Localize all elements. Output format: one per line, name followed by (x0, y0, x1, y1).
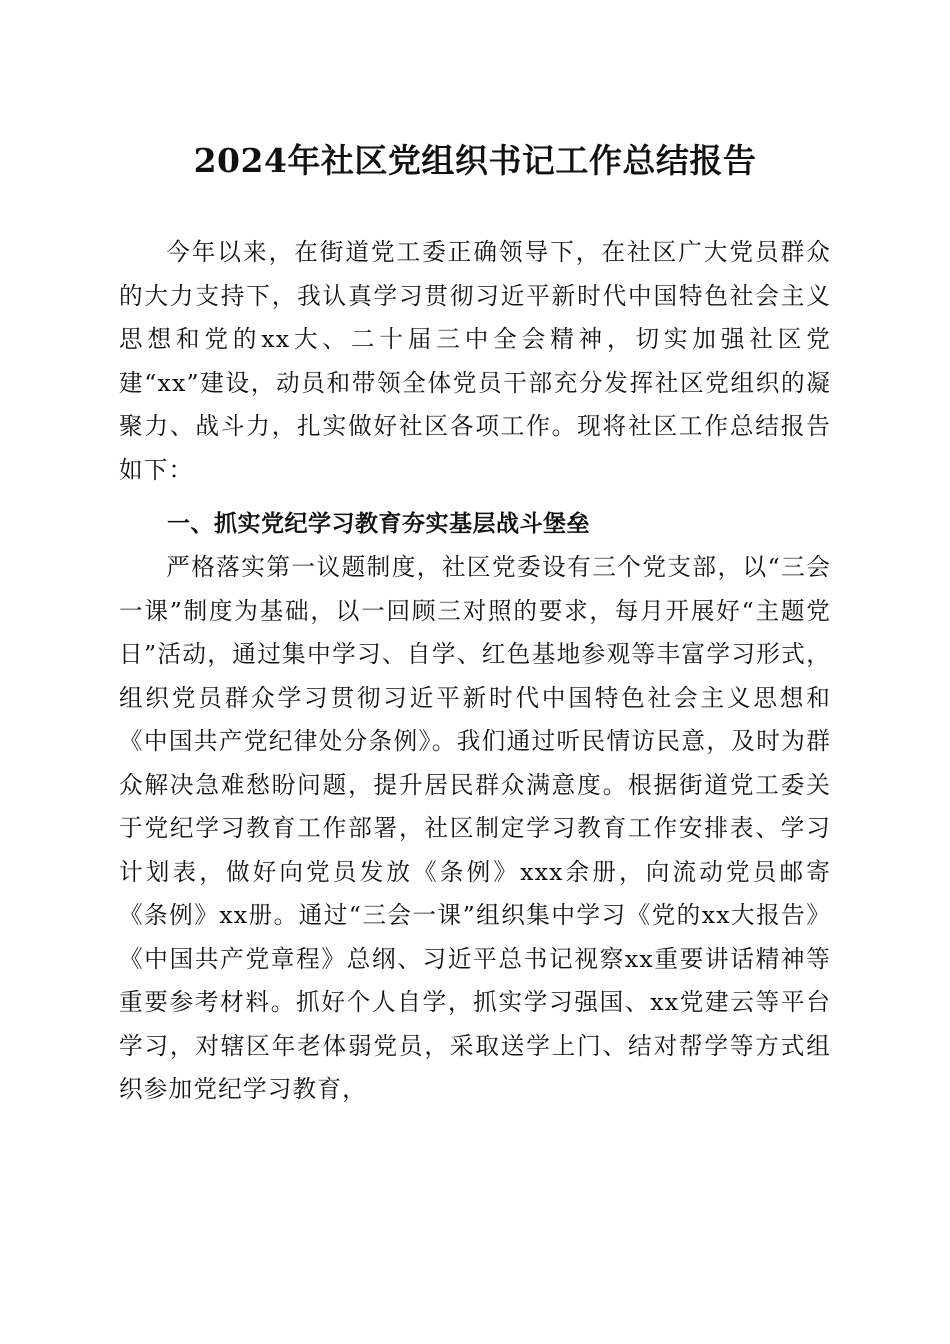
section-heading-1: 一、抓实党纪学习教育夯实基层战斗堡垒 (167, 511, 590, 537)
section-1-paragraph: 严格落实第一议题制度，社区党委设有三个党支部，以“三会一课”制度为基础，以一回顾三对照的要求，每月开展好“主题党日”活动，通过集中学习、自学、红色基地参观等丰富学习形式，组织党员群众学习贯彻习近平新时代中国特色社会主义思想和《中国共产党纪律处分条例》。我们通过听民情访民意，及时为群众解决急难愁盼问题，提升居民群众满意度。根据街道党工委关于党纪学习教育工作部署，社区制定学习教育工作安排表、学习计划表，做好向党员发放《条例》xxx余册，向流动党员邮寄《条例》xx册。通过“三会一课”组织集中学习《党的xx大报告》《中国共产党章程》总纲、习近平总书记视察xx重要讲话精神等重要参考材料。抓好个人自学，抓实学习强国、xx党建云等平台学习，对辖区年老体弱党员，采取送学上门、结对帮学等方式组织参加党纪学习教育， (119, 553, 831, 1103)
intro-paragraph: 今年以来，在街道党工委正确领导下，在社区广大党员群众的大力支持下，我认真学习贯彻习近平新时代中国特色社会主义思想和党的xx大、二十届三中全会精神，切实加强社区党建“xx”建设，动员和带领全体党员干部充分发挥社区党组织的凝聚力、战斗力，扎实做好社区各项工作。现将社区工作总结报告如下： (119, 238, 831, 484)
document-title: 2024年社区党组织书记工作总结报告 (193, 141, 757, 180)
